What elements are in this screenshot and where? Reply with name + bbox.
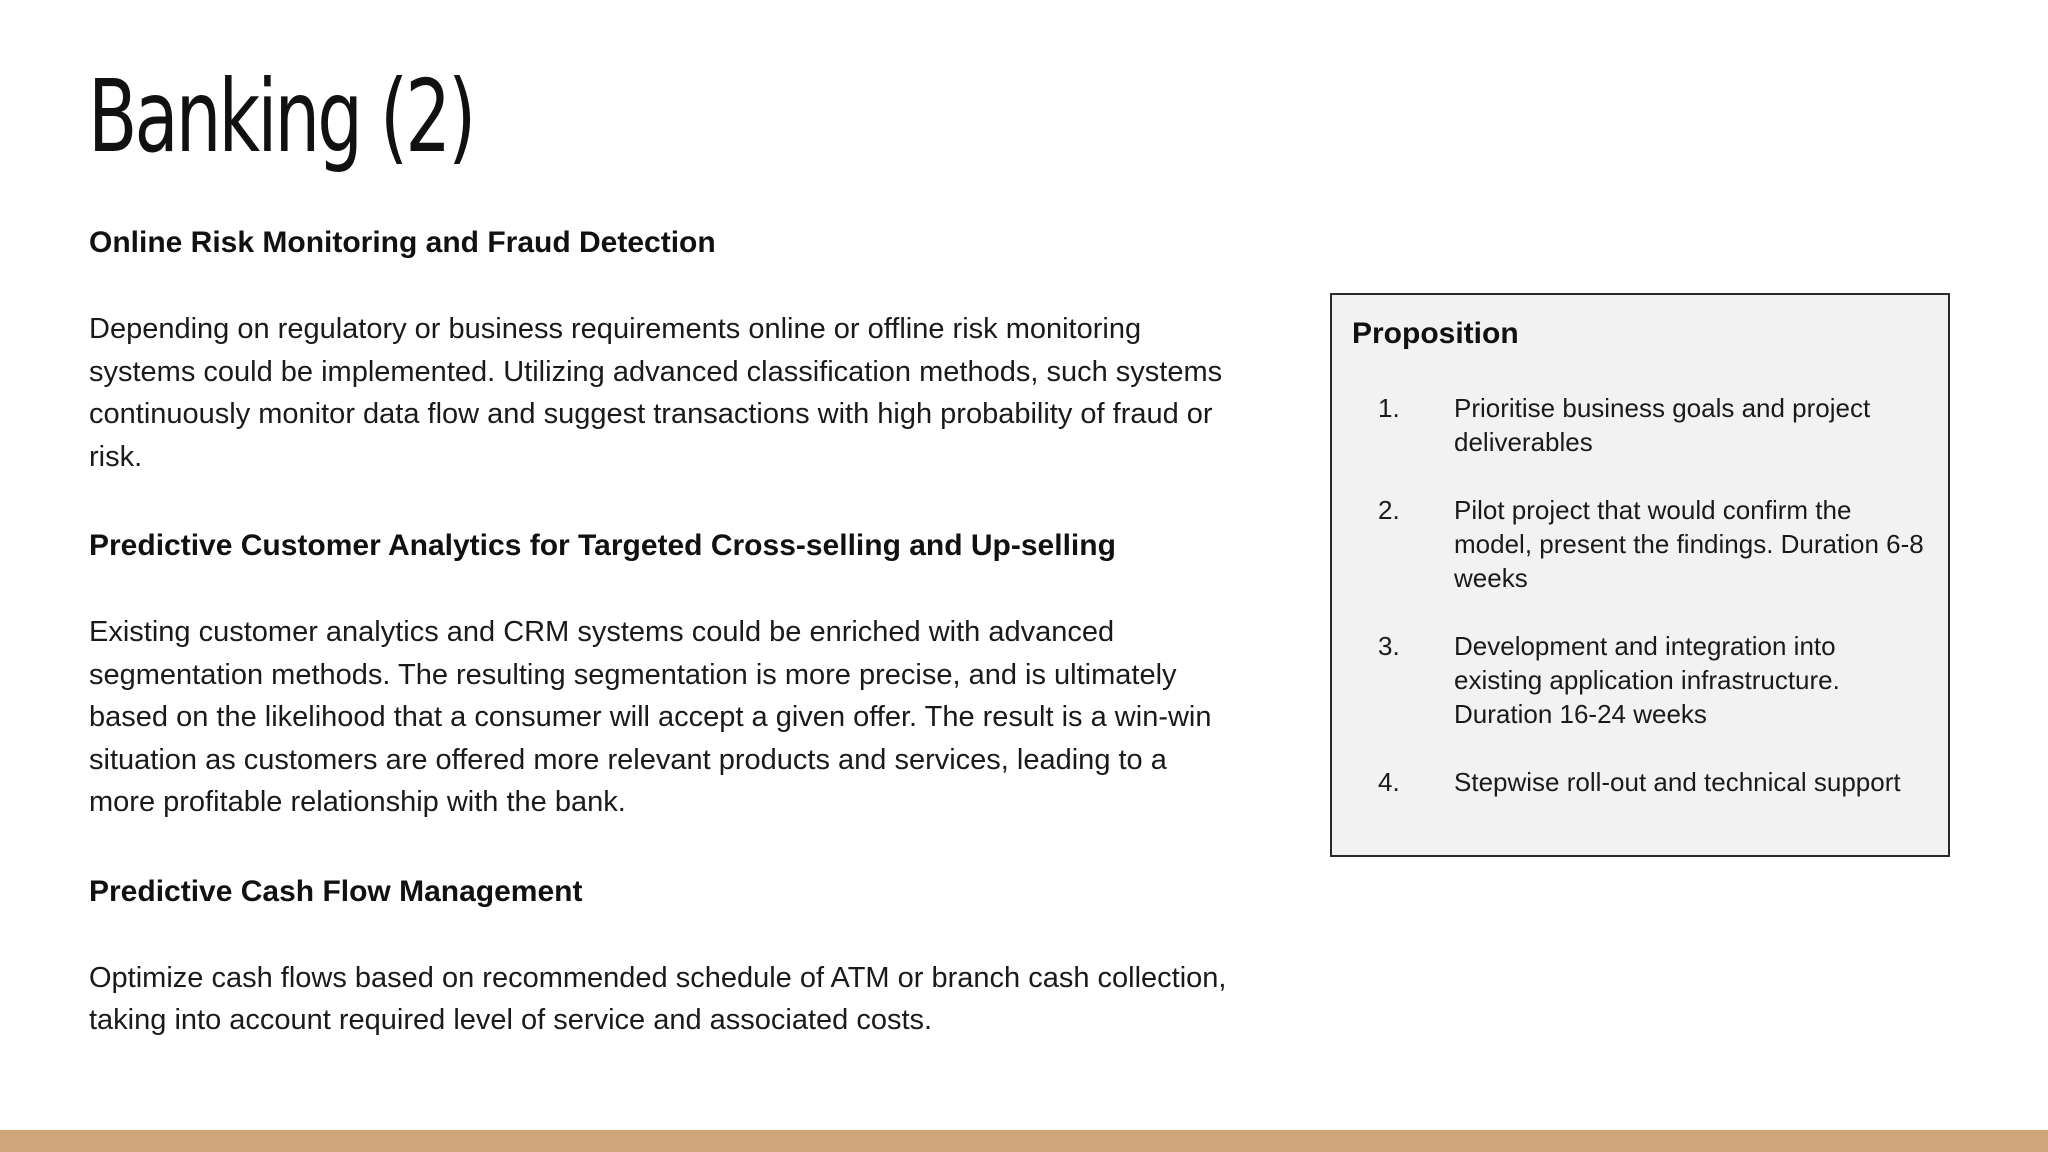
list-item xyxy=(1352,391,1928,459)
section-heading: Predictive Cash Flow Management xyxy=(89,874,583,908)
proposition-box xyxy=(1330,293,1950,857)
list-item-text: Pilot project that would confirm the model, present the findings. Duration 6-8 weeks xyxy=(1454,495,1924,593)
proposition-title: Proposition xyxy=(1352,317,1519,350)
list-item-number: 2. xyxy=(1378,495,1400,525)
section-customer-analytics xyxy=(89,525,1239,824)
list-item xyxy=(1352,629,1928,731)
list-item-text: Stepwise roll-out and technical support xyxy=(1454,767,1901,797)
list-item-number: 4. xyxy=(1378,767,1400,797)
section-body: Optimize cash flows based on recommended schedule of ATM or branch cash collection, taking into account required level of service and associated costs. xyxy=(89,961,1227,1036)
list-item-number: 3. xyxy=(1378,631,1400,661)
section-risk-monitoring xyxy=(89,222,1239,478)
list-item-text: Prioritise business goals and project deliverables xyxy=(1454,393,1871,457)
section-body: Depending on regulatory or business requirements online or offline risk monitoring systems could be implemented. Utilizing advanced classification methods, such systems continuously monitor data flow and suggest transactions with high probability of fraud or risk. xyxy=(89,313,1223,473)
list-item xyxy=(1352,765,1928,799)
list-item-number: 1. xyxy=(1378,393,1400,423)
section-body: Existing customer analytics and CRM systems could be enriched with advanced segmentation methods. The resulting segmentation is more precise, and is ultimately based on the likelihood that a consumer will accept a given offer. The result is a win-win situation as customers are offered more relevant products and services, leading to a more profitable relationship with the bank. xyxy=(89,616,1212,818)
section-heading: Predictive Customer Analytics for Targeted Cross-selling and Up-selling xyxy=(89,529,1116,562)
list-item-text: Development and integration into existing application infrastructure. Duration 16-24 weeks xyxy=(1454,631,1840,729)
content-column xyxy=(89,222,1239,1042)
list-item xyxy=(1352,493,1928,595)
proposition-list xyxy=(1352,391,1928,799)
slide-title: Banking (2) xyxy=(88,58,474,175)
accent-bar xyxy=(0,1130,2048,1152)
section-cash-flow xyxy=(89,871,1239,1042)
section-heading: Online Risk Monitoring and Fraud Detection xyxy=(89,226,716,259)
